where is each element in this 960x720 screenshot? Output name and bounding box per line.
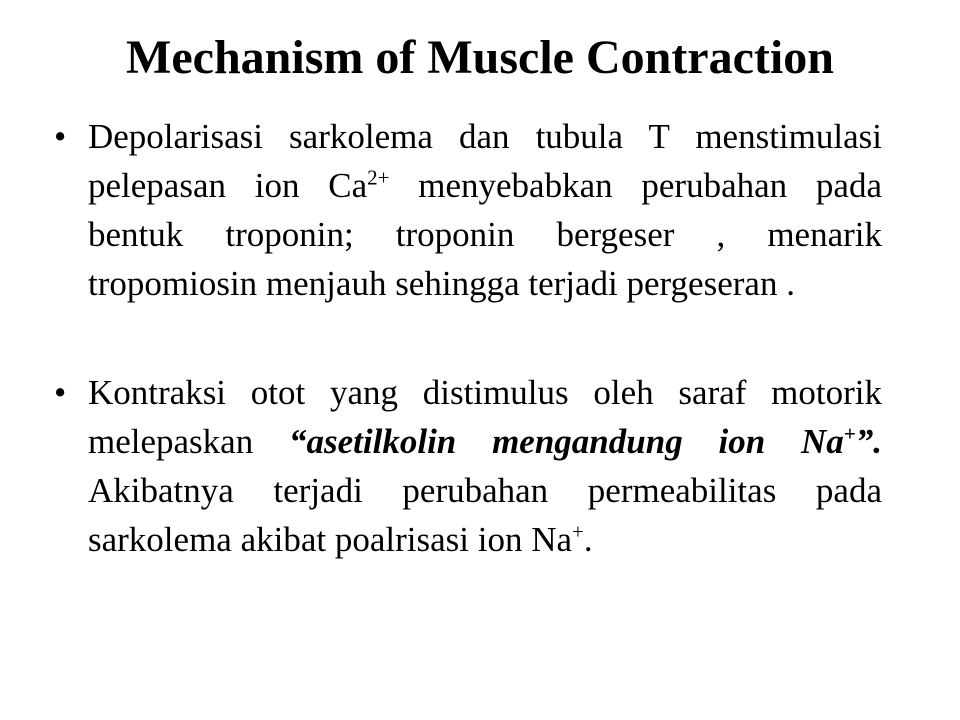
sodium-charge-superscript: + xyxy=(843,421,856,446)
bullet-item-depolarization xyxy=(54,112,882,308)
emphasized-quote xyxy=(289,422,882,461)
bullet-item-contraction xyxy=(54,368,882,564)
bullet-dot-icon: • xyxy=(54,117,67,156)
bullet-text: Depolarisasi sarkolema dan tubula T menstimulasi pelepasan ion Ca xyxy=(88,117,882,205)
sodium-charge-superscript: + xyxy=(572,519,584,544)
bullet-text: Kontraksi otot yang distimulus oleh saraf motorik melepaskan xyxy=(88,373,882,461)
emphasized-text: “asetilkolin mengandung ion Na xyxy=(289,422,844,461)
calcium-charge-superscript: 2+ xyxy=(367,165,390,190)
bullet-text-end: . xyxy=(583,520,593,559)
bullet-text: menyebabkan perubahan pada bentuk troponin; troponin bergeser , menarik tropomiosin menjauh sehingga terjadi pergeseran . xyxy=(88,166,882,303)
bullet-text: Akibatnya terjadi perubahan permeabilitas pada sarkolema akibat poalrisasi ion Na xyxy=(88,471,882,559)
bullet-dot-icon: • xyxy=(54,373,67,412)
slide-title: Mechanism of Muscle Contraction xyxy=(126,31,834,84)
bullet-list xyxy=(54,112,882,564)
emphasized-text-close: ”. xyxy=(855,422,883,461)
